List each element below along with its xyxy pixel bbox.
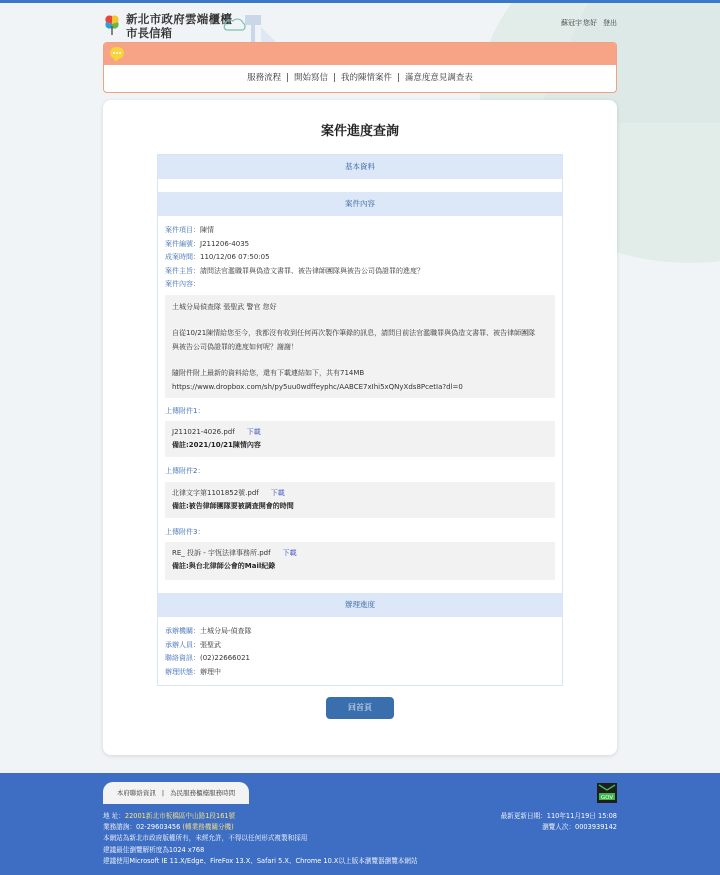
case-id-value: J211206-4035 bbox=[200, 240, 250, 248]
site-footer bbox=[0, 773, 720, 875]
case-subject-value: 請問法官濫職罪與偽造文書罪、被告律師團隊與被告公司偽證罪的進度？ bbox=[200, 267, 424, 275]
browser-text: 建議使用Microsoft IE 11.X/Edge、FireFox 13.X、Safari 5.X、Chrome 10.X以上版本瀏覽器瀏覽本網站 bbox=[103, 856, 418, 865]
user-greeting: 您好 bbox=[583, 19, 597, 27]
user-name: 蘇冠宇 bbox=[561, 19, 582, 27]
attachment-label-text: 上傳附件3： bbox=[165, 528, 205, 536]
case-content-row bbox=[165, 279, 200, 289]
person-row bbox=[165, 640, 221, 650]
case-id-row bbox=[165, 239, 249, 249]
case-item-value: 陳情 bbox=[200, 226, 214, 234]
site-subtitle[interactable]: 市長信箱 bbox=[126, 26, 172, 40]
attachment-label-text: 上傳附件1： bbox=[165, 407, 205, 415]
attachment-1-label bbox=[165, 406, 204, 416]
attachment-label-text: 上傳附件2： bbox=[165, 467, 205, 475]
phone-value: 02-29603456 bbox=[135, 823, 181, 832]
case-content-label: 案件內容： bbox=[165, 280, 200, 288]
person-label: 承辦人員： bbox=[165, 641, 200, 649]
gov-badge-icon[interactable] bbox=[597, 783, 617, 803]
logout-link[interactable]: 登出 bbox=[603, 19, 617, 27]
attachment-filename: 北律文字第1101852號.pdf bbox=[172, 489, 259, 497]
download-link[interactable]: 下載 bbox=[282, 549, 297, 557]
phone-note-link[interactable]: (轉業務機關分機) bbox=[182, 823, 234, 832]
nav-item-service-flow[interactable]: 服務流程 bbox=[247, 73, 282, 83]
agency-label: 承辦機關： bbox=[165, 627, 200, 635]
attachment-note: 備註:被告律師團隊要被調查開會的時間 bbox=[172, 502, 294, 510]
address-link[interactable]: 22001新北市板橋區中山路1段161號 bbox=[124, 812, 236, 820]
contact-label: 聯絡資訊： bbox=[165, 654, 200, 662]
nav-item-survey[interactable]: 滿意度意見調查表 bbox=[404, 73, 473, 83]
copyright-text: 本網站為新北市政府版權所有，未經允許，不得以任何形式複製和採用 bbox=[103, 834, 308, 843]
case-detail-panel bbox=[157, 154, 563, 686]
site-header bbox=[103, 10, 617, 44]
page-title: 案件進度查詢 bbox=[320, 124, 399, 139]
case-time-label: 成案時間： bbox=[165, 253, 200, 261]
agency-value: 土城分局-偵查隊 bbox=[200, 627, 252, 635]
section-case-content: 案件內容 bbox=[158, 192, 562, 216]
section-progress: 辦理進度 bbox=[158, 593, 562, 617]
content-line: 自從10/21陳情給您至今，我都沒有收到任何再次製作筆錄的訊息，請問目前法官濫職罪與偽造文書罪、被告律師團隊 bbox=[172, 329, 536, 338]
attachment-1-box bbox=[165, 421, 555, 457]
attachment-2-box bbox=[165, 482, 555, 518]
attachment-3-label bbox=[165, 527, 204, 537]
case-subject-row bbox=[165, 266, 424, 276]
case-time-value: 110/12/06 07:50:05 bbox=[200, 253, 270, 261]
person-value: 張聖武 bbox=[200, 641, 221, 649]
main-card bbox=[103, 100, 617, 755]
chat-bubble-icon bbox=[110, 47, 124, 59]
nav-links bbox=[104, 65, 616, 92]
main-nav bbox=[103, 42, 617, 93]
footer-tab-contact[interactable]: 本府聯絡資訊 bbox=[116, 789, 156, 797]
nav-separator: | bbox=[286, 73, 290, 83]
attachment-3-box bbox=[165, 542, 555, 580]
home-button[interactable]: 回首頁 bbox=[326, 697, 394, 719]
case-content-body bbox=[165, 295, 555, 398]
case-item-row bbox=[165, 225, 214, 235]
attachment-2-label bbox=[165, 466, 204, 476]
nav-separator: | bbox=[333, 73, 336, 83]
visitor-count: 瀏覽人次：0003939142 bbox=[542, 823, 617, 832]
attachment-filename: RE_ 投訴 - 宇恆法律事務所.pdf bbox=[172, 549, 271, 557]
content-line: 隨附件附上最新的資料給您，還有下載連結如下，共有714MB bbox=[172, 369, 365, 378]
content-line: 與被告公司偽證罪的進度如何呢？謝謝！ bbox=[172, 342, 298, 351]
case-item-label: 案件項目： bbox=[165, 226, 200, 234]
case-subject-label: 案件主旨： bbox=[165, 267, 200, 275]
phone-label: 業務諮詢： bbox=[103, 823, 136, 832]
nav-item-my-cases[interactable]: 我的陳情案件 bbox=[340, 73, 392, 83]
download-link[interactable]: 下載 bbox=[246, 428, 261, 436]
footer-tab-service-hours[interactable]: 為民服務櫃檯服務時間 bbox=[170, 789, 236, 797]
status-value: 辦理中 bbox=[200, 668, 221, 676]
cloud-mailbox-icon bbox=[223, 13, 283, 45]
site-title[interactable]: 新北市政府雲端櫃檯 bbox=[126, 12, 233, 26]
footer-tabs: 本府聯絡資訊 | 為民服務櫃檯服務時間 bbox=[103, 782, 249, 804]
section-basic-info: 基本資料 bbox=[158, 155, 562, 179]
address-label: 地 址： bbox=[103, 812, 125, 820]
footer-info bbox=[103, 811, 418, 867]
status-row bbox=[165, 667, 221, 677]
dropbox-link[interactable]: https://www.dropbox.com/sh/py5uu0wdffeyphc/AABCE7xIhi5xQNyXds8PcetIa?dl=0 bbox=[172, 382, 463, 391]
attachment-note: 備註:2021/10/21陳情內容 bbox=[172, 441, 261, 449]
content-line: 土城分局偵查隊 張聖武 警官 您好 bbox=[172, 303, 277, 311]
status-label: 辦理狀態： bbox=[165, 668, 200, 676]
user-area bbox=[555, 18, 617, 28]
resolution-text: 建議最佳瀏覽解析度為1024 x768 bbox=[103, 845, 205, 854]
agency-row bbox=[165, 626, 252, 636]
last-updated: 最新更新日期：110年11月19日 15:08 bbox=[500, 812, 617, 820]
attachment-note: 備註:與台北律師公會的Mail紀錄 bbox=[172, 562, 276, 570]
case-id-label: 案件編號： bbox=[165, 240, 200, 248]
footer-stats bbox=[501, 811, 617, 833]
nav-banner bbox=[104, 43, 616, 65]
case-time-row bbox=[165, 252, 270, 262]
download-link[interactable]: 下載 bbox=[270, 489, 285, 497]
ntpc-logo-icon[interactable] bbox=[103, 12, 121, 36]
contact-value: (02)22666021 bbox=[200, 654, 250, 662]
gov-badge-text: GOV bbox=[600, 795, 614, 801]
nav-separator: | bbox=[396, 73, 400, 83]
nav-item-write-letter[interactable]: 開始寫信 bbox=[294, 73, 329, 83]
attachment-filename: J211021-4026.pdf bbox=[172, 428, 235, 436]
contact-row bbox=[165, 653, 250, 663]
